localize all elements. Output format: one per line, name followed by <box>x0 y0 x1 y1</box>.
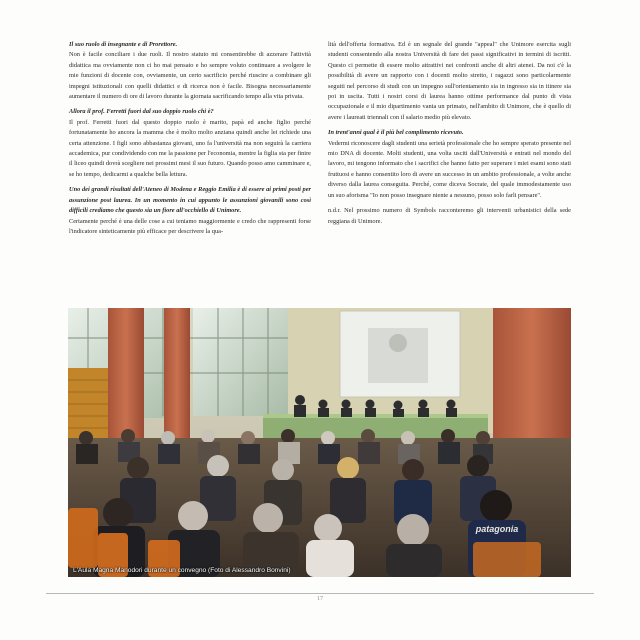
conference-photo <box>68 308 571 577</box>
question-heading: Uno dei grandi risultati dell'Ateneo di Modena e Reggio Emilia è di essere ai primi posti per assunzione post laurea. In un momento in cui appunto le assunzioni giovanili sono così difficili crediamo che questo sia un fiore all'occhiello di Unimore. <box>69 186 311 215</box>
answer-paragraph: lità dell'offerta formativa. Ed è un segnale del grande "appeal" che Unimore esercita sugli studenti consentendo alla nostra Università di fare dei passi significativi in termini di iscritti. Questo ci permette di essere molto attrattivi nei confronti anche di altri atenei. Da noi c'è la possibilità di avere un rapporto con i docenti molto stretto, i ragazzi sono particolarmente seguiti nel percorso di studi con un impegno sull'orientamento sia in ingresso sia in itinere sia poi in uscita. Tutti i nostri corsi di laurea hanno ottime performance dal punto di vista occupazionale e il mio dipartimento vanta un primato, nell'ambito di Unimore, che è quello di avere i laureati triennali con il salario medio più elevato. <box>328 41 571 121</box>
left-text-column <box>69 40 311 242</box>
editor-note: n.d.r. Nel prossimo numero di Symbols racconteremo gli interventi urbanistici della sede reggiana di Unimore. <box>328 207 571 225</box>
answer-paragraph: Non è facile conciliare i due ruoli. Il nostro statuto mi consentirebbe di azzerare l'attività didattica ma ovviamente non ci ho mai pensato e ho sempre voluto continuare a svolgere le mie funzioni di docente con, ovviamente, un certo sacrificio perché riuscire a combinare gli impegni istituzionali con quelli didattici e di ricerca non è facile. Bisogna necessariamente aumentare il numero di ore di lavoro durante la giornata sacrificando tempo alla vita privata. <box>69 51 311 101</box>
footer-rule <box>46 593 594 594</box>
answer-paragraph: Vedermi riconoscere dagli studenti una serietà professionale che ho sempre sperato presente nel mio DNA di docente. Molti studenti, una volta usciti dall'Università e entrati nel mondo del lavoro, mi tengono informato che i sacrifici che hanno fatto per superare i miei esami sono stati fruttuosi e hanno consentito loro di avere un successo in un ambito professionale, a volte anche diverso dalla laurea conseguita. Perché, come diceva Socrate, del quale immodestamente uso un suo aforisma "Io non posso insegnare niente a nessuno, posso solo farli pensare". <box>328 139 571 199</box>
question-heading: Allora il prof. Ferretti fuori dal suo doppio ruolo chi è? <box>69 108 214 116</box>
shirt-logo-text: patagonia <box>475 524 519 534</box>
right-text-column <box>328 40 571 232</box>
page-number: 17 <box>317 596 323 602</box>
question-heading: Il suo ruolo di insegnante e di Prorettore. <box>69 41 178 48</box>
conference-hall-illustration <box>68 308 571 577</box>
question-heading: In trent'anni qual è il più bel complimento ricevuto. <box>328 129 464 137</box>
answer-paragraph: Certamente perché è una delle cose a cui teniamo maggiormente e credo che rappresenti forse l'indicatore sinteticamente più efficace per descrivere la qua- <box>69 217 311 235</box>
photo-caption: L'Aula Magna Manodori durante un convegno (Foto di Alessandro Bonvini) <box>73 567 291 574</box>
answer-paragraph: Il prof. Ferretti fuori dal questo doppio ruolo è marito, papà ed anche figlio perché fortunatamente ho ancora la mamma che è molto molto anziana quindi anche lei richiede una certa attenzione. I figli sono abbastanza giovani, uno fa l'università ma non seguirà la carriera accademica, pur condividendo con me la passione per l'economia, mentre la figlia sta per finire il liceo quindi dovrà scegliere nei prossimi mesi il suo futuro. Quando posso amo camminare e, se ho tempo, dedicarmi a qualche bella lettura. <box>69 118 311 178</box>
